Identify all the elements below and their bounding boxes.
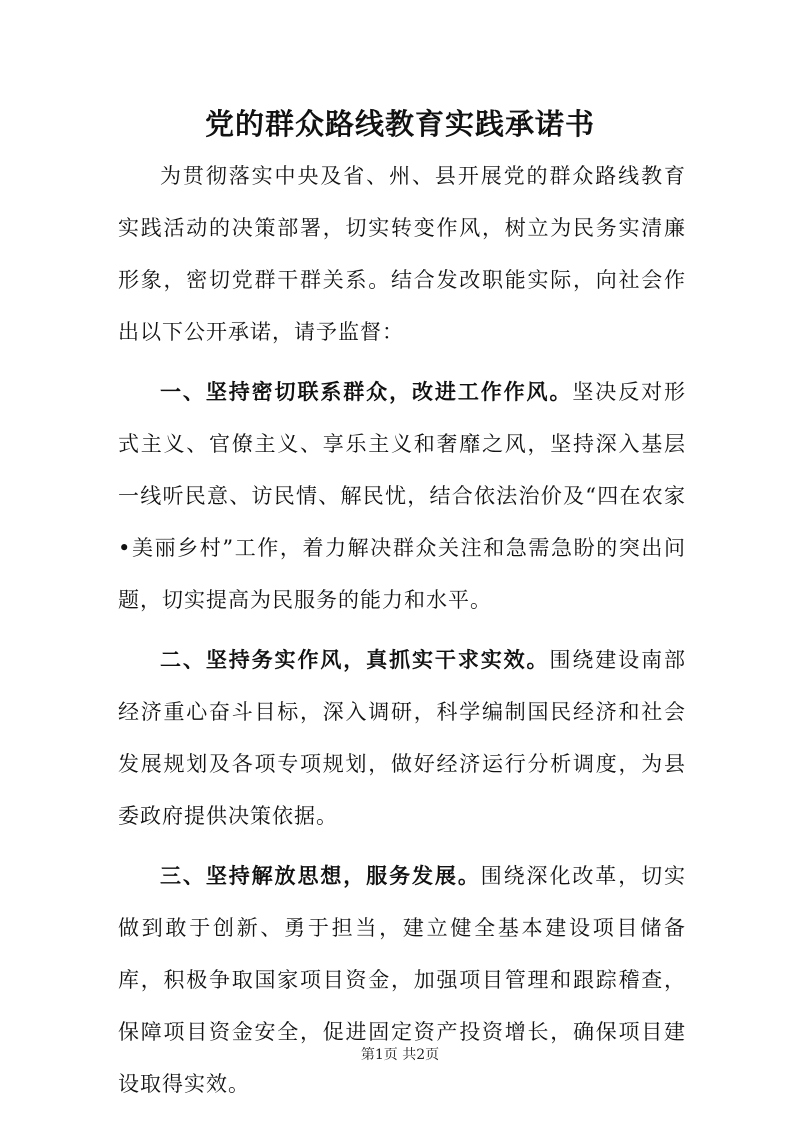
page-number-footer: 第1页 共2页	[360, 1047, 440, 1063]
section-3-heading: 三、坚持解放思想，服务发展。	[160, 863, 481, 888]
document-body	[118, 150, 686, 1118]
intro-paragraph: 为贯彻落实中央及省、州、县开展党的群众路线教育实践活动的决策部署，切实转变作风，树立为民务实清廉形象，密切党群干群关系。结合发改职能实际，向社会作出以下公开承诺，请予监督：	[118, 164, 686, 344]
section-2-heading: 二、坚持务实作风，真抓实干求实效。	[160, 647, 550, 672]
section-1-text: 坚决反对形式主义、官僚主义、享乐主义和奢靡之风，坚持深入基层一线听民意、访民情、解民忧，结合依法治价及“四在农家•美丽乡村”工作，着力解决群众关注和急需急盼的突出问题，切实提高为民服务的能力和水平。	[118, 380, 687, 612]
section-2-paragraph	[118, 634, 686, 842]
section-3-text: 围绕深化改革，切实做到敢于创新、勇于担当，建立健全基本建设项目储备库，积极争取国家项目资金，加强项目管理和跟踪稽查，保障项目资金安全，促进固定资产投资增长，确保项目建设取得实效。	[118, 864, 687, 1096]
section-2-text: 围绕建设南部经济重心奋斗目标，深入调研，科学编制国民经济和社会发展规划及各项专项规划，做好经济运行分析调度，为县委政府提供决策依据。	[118, 648, 686, 828]
document-title: 党的群众路线教育实践承诺书	[204, 107, 595, 141]
section-1-paragraph	[118, 366, 686, 626]
section-3-paragraph	[118, 850, 686, 1110]
section-1-heading: 一、坚持密切联系群众，改进工作作风。	[160, 379, 573, 404]
